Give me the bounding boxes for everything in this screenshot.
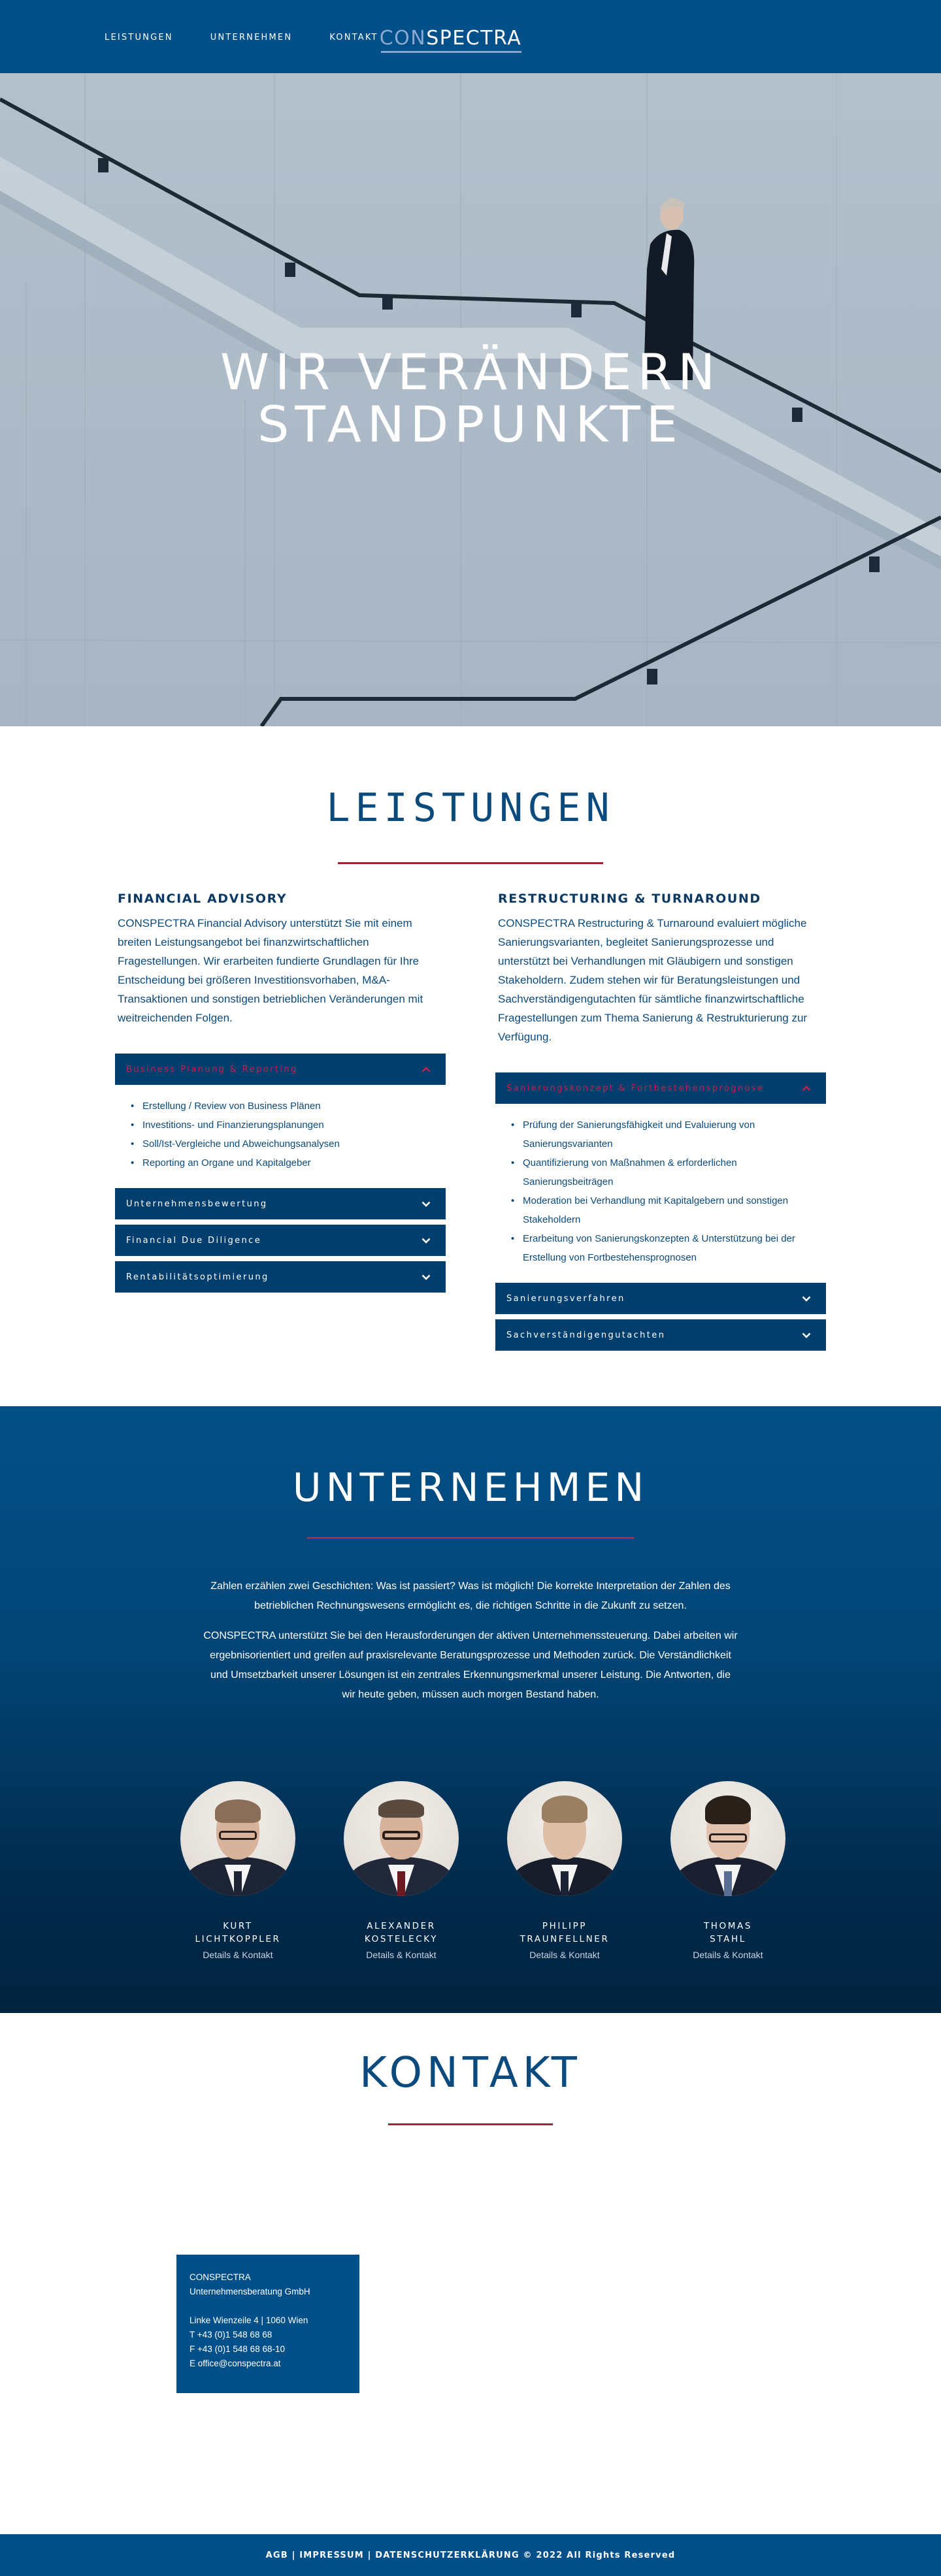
list-item: • Erstellung / Review von Business Plänen xyxy=(128,1097,446,1116)
company-description xyxy=(203,1577,738,1705)
chevron-down-icon xyxy=(800,1330,813,1340)
company-name: CONSPECTRA xyxy=(190,2272,251,2282)
team-grid xyxy=(173,1781,793,1960)
accordion xyxy=(115,1054,446,1293)
title-divider xyxy=(307,1537,634,1539)
team-member xyxy=(663,1781,793,1960)
nav-link-leistungen[interactable]: LEISTUNGEN xyxy=(105,33,173,42)
column-heading: FINANCIAL ADVISORY xyxy=(118,892,288,906)
list-item: • Investitions- und Finanzierungsplanungen xyxy=(128,1116,446,1135)
accordion-label: Sanierungsverfahren xyxy=(506,1293,625,1304)
section-title-leistungen: LEISTUNGEN xyxy=(326,785,615,831)
member-name: PHILIPP TRAUNFELLNER xyxy=(520,1921,610,1944)
list-item: • Prüfung der Sanierungsfähigkeit und Evaluierung von Sanierungsvarianten xyxy=(508,1116,826,1153)
member-name: KURT LICHTKOPPLER xyxy=(195,1921,281,1944)
chevron-up-icon xyxy=(800,1084,813,1093)
title-divider xyxy=(338,862,603,864)
member-name: THOMAS STAHL xyxy=(703,1921,753,1944)
list-item: • Moderation bei Verhandlung mit Kapitalgebern und sonstigen Stakeholdern xyxy=(508,1191,826,1229)
details-kontakt-link[interactable]: Details & Kontakt xyxy=(693,1950,763,1960)
member-name: ALEXANDER KOSTELECKY xyxy=(364,1921,438,1944)
copyright: © 2022 All Rights Reserved xyxy=(519,2550,676,2560)
title-divider xyxy=(388,2123,553,2125)
logo-con: CON xyxy=(379,27,427,50)
chevron-down-icon xyxy=(420,1272,433,1281)
nav-link-kontakt[interactable]: KONTAKT xyxy=(329,33,378,42)
site-header xyxy=(0,0,941,73)
logo[interactable] xyxy=(380,27,522,50)
accordion-header-business-planung[interactable] xyxy=(115,1054,446,1085)
accordion-header-rentabilitaetsoptimierung[interactable] xyxy=(115,1261,446,1293)
avatar[interactable] xyxy=(180,1781,295,1896)
column-heading: RESTRUCTURING & TURNAROUND xyxy=(498,892,761,906)
avatar[interactable] xyxy=(507,1781,622,1896)
contact-card xyxy=(176,2255,359,2393)
logo-underline xyxy=(381,51,522,53)
team-member xyxy=(173,1781,303,1960)
fax: F +43 (0)1 548 68 68-10 xyxy=(190,2344,285,2354)
accordion-label: Unternehmensbewertung xyxy=(126,1199,268,1209)
accordion-label: Financial Due Diligence xyxy=(126,1235,262,1246)
column-intro: CONSPECTRA Restructuring & Turnaround evaluiert mögliche Sanierungsvarianten, begleitet Sanierungsprozesse und unterstützt bei Verhandlungen mit Gläubigern und sonstigen Stakeholdern. Zudem stehen wir für Beratungsleistungen und Sachverständigengutachten für sämtliche finanzwirtschaftliche Fragestellungen zum Thema Sanierung & Restrukturierung zur Verfügung. xyxy=(498,917,808,1043)
footer-link-impressum[interactable]: IMPRESSUM xyxy=(299,2550,364,2560)
section-title-kontakt: KONTAKT xyxy=(359,2049,582,2097)
accordion-header-sanierungskonzept[interactable] xyxy=(495,1072,826,1104)
accordion-body xyxy=(495,1109,826,1274)
main-nav xyxy=(105,27,521,50)
hero-title xyxy=(0,343,941,453)
chevron-down-icon xyxy=(800,1294,813,1303)
accordion-header-unternehmensbewertung[interactable] xyxy=(115,1188,446,1219)
hero-banner xyxy=(0,73,941,726)
avatar[interactable] xyxy=(344,1781,459,1896)
details-kontakt-link[interactable]: Details & Kontakt xyxy=(529,1950,600,1960)
kontakt-section xyxy=(0,2013,941,2534)
footer-link-agb[interactable]: AGB xyxy=(265,2550,288,2560)
chevron-up-icon xyxy=(420,1065,433,1074)
accordion-label: Sanierungskonzept & Fortbestehensprognose xyxy=(506,1083,765,1093)
team-member xyxy=(336,1781,467,1960)
leistungen-section xyxy=(0,726,941,1406)
financial-advisory-column xyxy=(115,892,446,1356)
list-item: • Erarbeitung von Sanierungskonzepten & Unterstützung bei der Erstellung von Fortbestehensprognosen xyxy=(508,1229,826,1267)
hero-title-line2: STANDPUNKTE xyxy=(257,395,684,453)
accordion-header-sachverstaendigengutachten[interactable] xyxy=(495,1319,826,1351)
chevron-down-icon xyxy=(420,1199,433,1208)
phone[interactable]: T +43 (0)1 548 68 68 xyxy=(190,2330,272,2340)
accordion-body xyxy=(115,1090,446,1179)
logo-spectra: SPECTRA xyxy=(426,27,522,50)
chevron-down-icon xyxy=(420,1236,433,1245)
list-item: • Soll/Ist-Vergleiche und Abweichungsanalysen xyxy=(128,1135,446,1153)
company-legal-name: Unternehmensberatung GmbH xyxy=(190,2287,310,2296)
company-paragraph: Zahlen erzählen zwei Geschichten: Was ist passiert? Was ist möglich! Die korrekte Interpretation der Zahlen des betrieblichen Rechnungswesens ermöglicht es, die richtigen Schritte in die Zukunft zu setzen. xyxy=(210,1581,731,1611)
email[interactable]: E office@conspectra.at xyxy=(190,2359,281,2368)
accordion-header-sanierungsverfahren[interactable] xyxy=(495,1283,826,1314)
accordion-label: Sachverständigengutachten xyxy=(506,1330,666,1340)
column-intro: CONSPECTRA Financial Advisory unterstützt Sie mit einem breiten Leistungsangebot bei finanzwirtschaftlichen Fragestellungen. Wir erarbeiten fundierte Grundlagen für Ihre Entscheidung bei größeren Investitionsvorhaben, M&A-Transaktionen und sonstigen betrieblichen Veränderungen mit weitreichenden Folgen. xyxy=(118,917,423,1024)
accordion-header-financial-due-diligence[interactable] xyxy=(115,1225,446,1256)
hero-title-line1: WIR VERÄNDERN xyxy=(220,343,721,401)
accordion-label: Rentabilitätsoptimierung xyxy=(126,1272,269,1282)
site-footer xyxy=(0,2534,941,2576)
list-item: • Quantifizierung von Maßnahmen & erforderlichen Sanierungsbeiträgen xyxy=(508,1153,826,1191)
list-item: • Reporting an Organe und Kapitalgeber xyxy=(128,1153,446,1172)
section-title-unternehmen: UNTERNEHMEN xyxy=(292,1465,649,1511)
restructuring-column xyxy=(495,892,826,1356)
details-kontakt-link[interactable]: Details & Kontakt xyxy=(366,1950,437,1960)
footer-link-datenschutz[interactable]: DATENSCHUTZERKLÄRUNG xyxy=(375,2550,520,2560)
avatar[interactable] xyxy=(670,1781,785,1896)
accordion xyxy=(495,1072,826,1351)
address: Linke Wienzeile 4 | 1060 Wien xyxy=(190,2315,308,2325)
footer-text: AGB | IMPRESSUM | DATENSCHUTZERKLÄRUNG © 2022 All Rights Reserved xyxy=(265,2550,676,2560)
details-kontakt-link[interactable]: Details & Kontakt xyxy=(203,1950,273,1960)
team-member xyxy=(499,1781,630,1960)
nav-link-unternehmen[interactable]: UNTERNEHMEN xyxy=(210,33,293,42)
company-paragraph: CONSPECTRA unterstützt Sie bei den Herausforderungen der aktiven Unternehmenssteuerung. Dabei arbeiten wir ergebnisorientiert und greifen auf praxisrelevante Beratungsprozesse und Methoden zurück. Die Verständlichkeit und Umsetzbarkeit unserer Lösungen ist ein zentrales Erkennungsmerkmal unserer Leistung. Die Antworten, die wir heute geben, müssen auch morgen Bestand haben. xyxy=(203,1630,738,1700)
accordion-label: Business Planung & Reporting xyxy=(126,1064,298,1074)
unternehmen-section xyxy=(0,1406,941,2013)
